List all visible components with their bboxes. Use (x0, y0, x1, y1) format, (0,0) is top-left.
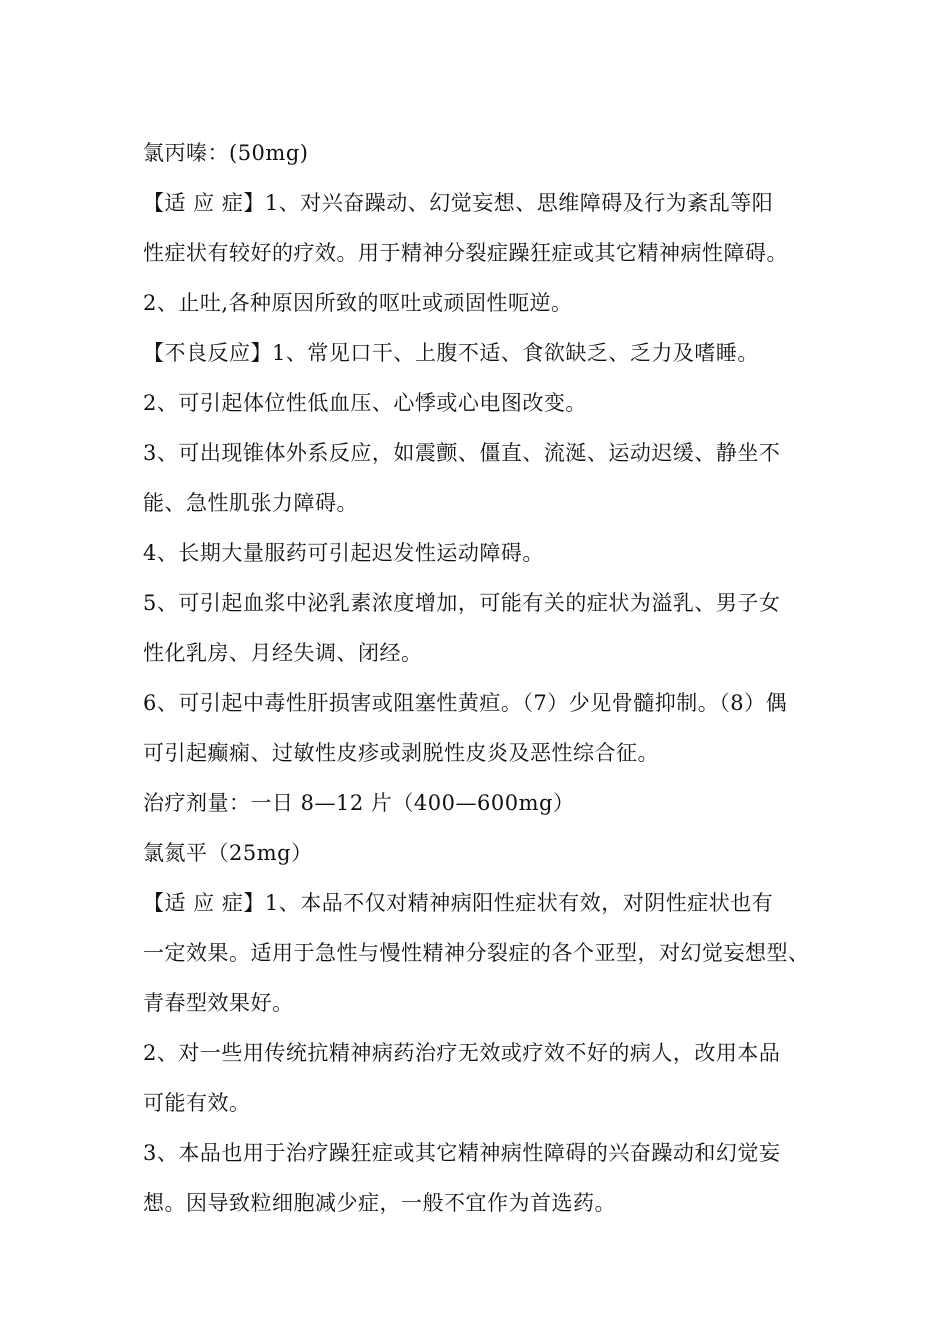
adverse-reaction-line-9: 可引起癫痫、过敏性皮疹或剥脱性皮炎及恶性综合征。 (143, 741, 659, 765)
clozapine-indication-line-1: 【适 应 症】1、本品不仅对精神病阳性症状有效，对阴性症状也有 (143, 891, 774, 915)
clozapine-indication-line-5: 可能有效。 (143, 1091, 251, 1115)
adverse-reaction-line-5: 4、长期大量服药可引起迟发性运动障碍。 (143, 541, 544, 565)
adverse-reaction-line-2: 2、可引起体位性低血压、心悸或心电图改变。 (143, 391, 587, 415)
adverse-reaction-line-4: 能、急性肌张力障碍。 (143, 491, 358, 515)
adverse-reaction-line-1: 【不良反应】1、常见口干、上腹不适、食欲缺乏、乏力及嗜睡。 (143, 341, 759, 365)
adverse-reaction-line-6: 5、可引起血浆中泌乳素浓度增加，可能有关的症状为溢乳、男子女 (143, 591, 781, 615)
indication-line-2: 性症状有较好的疗效。用于精神分裂症躁狂症或其它精神病性障碍。 (143, 241, 788, 265)
clozapine-indication-line-6: 3、本品也用于治疗躁狂症或其它精神病性障碍的兴奋躁动和幻觉妄 (143, 1141, 781, 1165)
clozapine-indication-line-2: 一定效果。适用于急性与慢性精神分裂症的各个亚型，对幻觉妄想型、 (143, 941, 810, 965)
clozapine-indication-line-3: 青春型效果好。 (143, 991, 294, 1015)
document-body (143, 128, 813, 1228)
indication-line-1: 【适 应 症】1、对兴奋躁动、幻觉妄想、思维障碍及行为紊乱等阳 (143, 191, 774, 215)
dosage-line: 治疗剂量：一日 8—12 片（400—600mg） (143, 791, 575, 815)
adverse-reaction-line-3: 3、可出现锥体外系反应，如震颤、僵直、流涎、运动迟缓、静坐不 (143, 441, 781, 465)
adverse-reaction-line-8: 6、可引起中毒性肝损害或阻塞性黄疸。（7）少见骨髓抑制。（8）偶 (143, 691, 788, 715)
adverse-reaction-line-7: 性化乳房、月经失调、闭经。 (143, 641, 423, 665)
drug-title-clozapine: 氯氮平（25mg） (143, 841, 313, 865)
indication-line-3: 2、止吐,各种原因所致的呕吐或顽固性呃逆。 (143, 291, 573, 315)
clozapine-indication-line-4: 2、对一些用传统抗精神病药治疗无效或疗效不好的病人，改用本品 (143, 1041, 781, 1065)
clozapine-indication-line-7: 想。因导致粒细胞减少症，一般不宜作为首选药。 (143, 1191, 616, 1215)
drug-title-chlorpromazine: 氯丙嗪：(50mg) (143, 141, 309, 165)
